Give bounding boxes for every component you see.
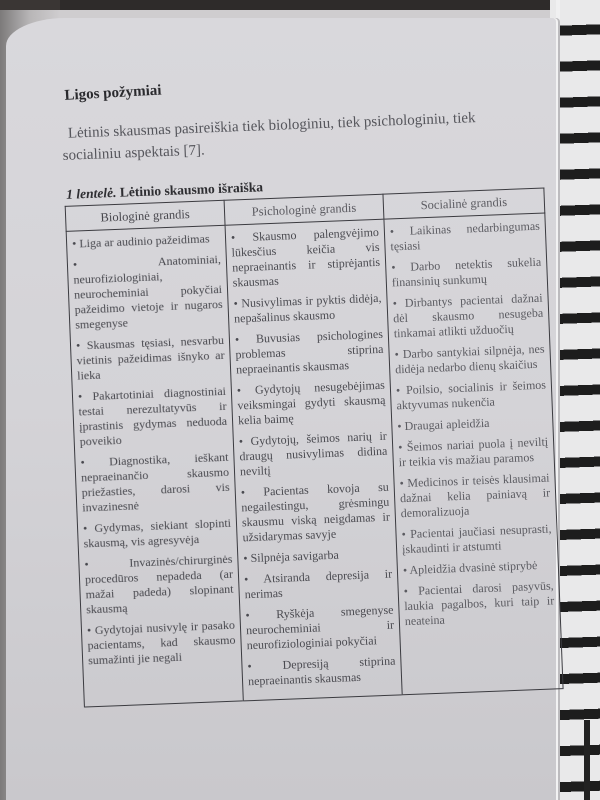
list-item: • Nusivylimas ir pyktis didėja, nepašalinus skausmo (233, 291, 382, 327)
list-item: • Apleidžia dvasinė stiprybė (403, 557, 553, 578)
list-item: • Buvusias psichologines problemas stiprina nepraeinantis skausmas (235, 327, 385, 378)
list-item: • Liga ar audinio pažeidimas (72, 231, 220, 252)
table-row (66, 213, 563, 707)
header-biological: Biologinė grandis (65, 200, 225, 231)
list-item: • Laikinas nedarbingumas tęsiasi (390, 219, 541, 255)
list-item: • Gydytojų nesugebėjimas veiksmingai gydyti skausmą kelia baimę (237, 378, 387, 429)
list-item: • Depresiją stiprina nepraeinantis skausmas (247, 654, 396, 690)
table-title: Lėtinio skausmo išraiška (119, 179, 264, 200)
page-content (60, 66, 554, 708)
list-item: • Silpnėja savigarba (243, 546, 391, 567)
list-item: • Invazinės/chirurginės procedūros nepadeda (ar mažai padeda) slopinant skausmą (84, 552, 234, 618)
list-item: • Ryškėja smegenyse neurocheminiai ir neurofiziologiniai pokyčiai (245, 603, 395, 654)
psychological-list (231, 225, 397, 689)
intro-paragraph: Lėtinis skausmas pasireiškia tiek biologiniu, tiek psichologiniu, tiek socialiniu aspektais [7]. (62, 110, 476, 164)
list-item: • Skausmo palengvėjimo lūkesčius keičia vis nepraeinantis ir stiprėjantis skausmas (231, 225, 381, 291)
list-item: • Pacientai jaučiasi nesuprasti, įskaudinti ir atstumti (401, 521, 552, 557)
list-item: • Dirbantys pacientai dažnai dėl skausmo nesugeba tinkamai atlikti užduočių (392, 291, 544, 342)
social-list (390, 219, 555, 629)
list-item: • Medicinos ir teisės klausimai dažnai kelia painiavą ir demoralizuoja (399, 471, 551, 522)
list-item: • Gydytojai nusivylę ir pasako pacientams, kad skausmo sumažinti jie negali (87, 618, 237, 669)
book-spine-edge (584, 720, 590, 800)
list-item: • Diagnostika, ieškant nepraeinančio skausmo priežasties, darosi vis invazinesnė (80, 450, 230, 516)
list-item: • Pacientai darosi pasyvūs, laukia pagalbos, kuri taip ir neateina (403, 578, 555, 629)
list-item: • Anatominiai, neurofiziologiniai, neurocheminiai pokyčiai pažeidimo vietoje ir nugaros smegenyse (73, 252, 224, 333)
header-psychological: Psichologinė grandis (224, 194, 384, 225)
header-social: Socialinė grandis (383, 188, 545, 219)
list-item: • Poilsio, socialinis ir šeimos aktyvumas nukenčia (396, 378, 547, 414)
list-item: • Gydytojų, šeimos narių ir draugų nusivylimas didina neviltį (239, 429, 389, 480)
table-number: 1 lentelė. (65, 184, 117, 202)
list-item: • Draugai apleidžia (397, 414, 547, 435)
section-heading: Ligos požymiai (64, 82, 162, 104)
cell-social (384, 213, 563, 695)
cell-biological (66, 225, 243, 707)
list-item: • Pakartotiniai diagnostiniai testai nerezultatyvūs ir įprastinis gydymas neduoda poveikio (78, 384, 228, 450)
list-item: • Atsiranda depresija ir nerimas (244, 567, 393, 603)
list-item: • Darbo netektis sukelia finansinių sunkumų (391, 255, 542, 291)
list-item: • Skausmas tęsiasi, nesvarbu vietinis pažeidimas išnyko ar lieka (76, 333, 226, 384)
chronic-pain-table (65, 184, 564, 707)
biological-list (72, 231, 236, 668)
list-item: • Pacientas kovoja su negailestingu, grėsmingu skausmu viską neigdamas ir užsidarymas savyje (241, 480, 391, 546)
cell-psychological (225, 219, 402, 701)
list-item: • Šeimos nariai puola į neviltį ir teikia vis mažiau paramos (398, 435, 549, 471)
list-item: • Gydymas, siekiant slopinti skausmą, vis agresyvėja (83, 516, 232, 552)
list-item: • Darbo santykiai silpnėja, nes didėja nedarbo dienų skaičius (394, 342, 545, 378)
